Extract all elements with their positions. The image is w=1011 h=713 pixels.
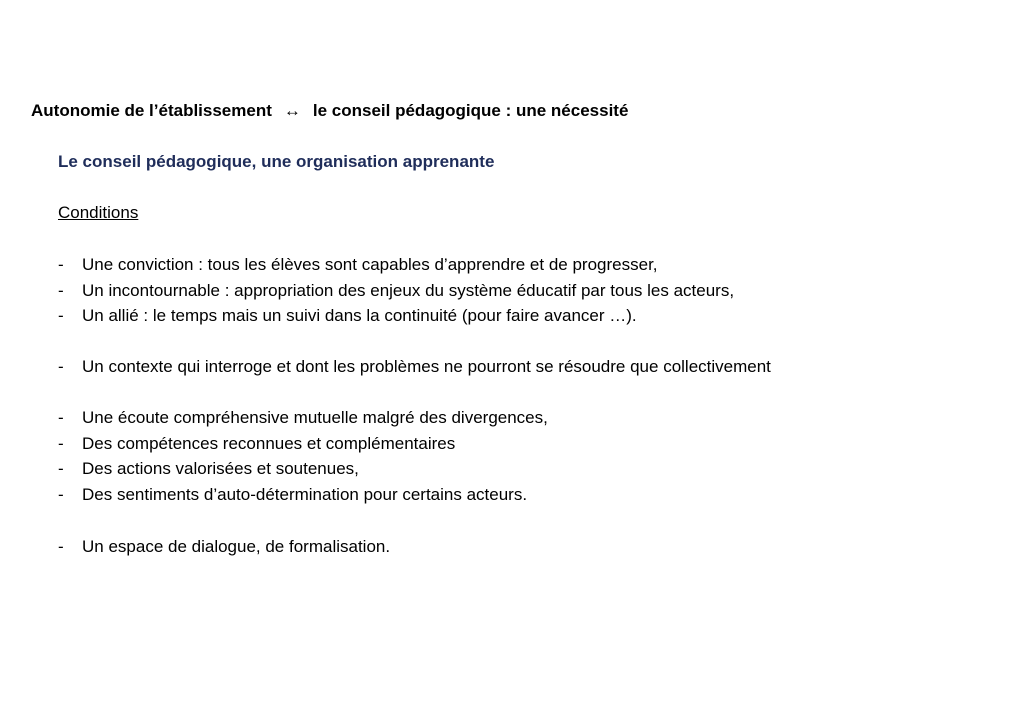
- bullet-dash: -: [58, 280, 64, 300]
- bullet-dash: -: [58, 357, 64, 376]
- list-item: [58, 303, 734, 329]
- bullet-dash: -: [58, 484, 64, 504]
- page-title: [31, 100, 628, 122]
- page-title-left: Autonomie de l’établissement: [31, 101, 272, 120]
- conditions-list-group-4: [58, 534, 390, 560]
- list-item-text: Un contexte qui interroge et dont les problèmes ne pourront se résoudre que collectivement: [82, 357, 771, 376]
- conditions-heading: Conditions: [58, 203, 139, 222]
- list-item-text: Des compétences reconnues et complémentaires: [82, 433, 456, 453]
- section-subtitle: Le conseil pédagogique, une organisation apprenante: [58, 152, 495, 171]
- bidirectional-arrow-icon: ↔: [283, 101, 301, 120]
- list-item-text: Un espace de dialogue, de formalisation.: [82, 537, 391, 556]
- list-item: [58, 431, 548, 457]
- list-item-text: Un incontournable : appropriation des enjeux du système éducatif par tous les acteurs,: [82, 280, 735, 300]
- list-item-text: Une conviction : tous les élèves sont capables d’apprendre et de progresser,: [82, 255, 658, 274]
- list-item: [58, 354, 771, 380]
- list-item: [58, 252, 734, 278]
- list-item-text: Des actions valorisées et soutenues,: [82, 459, 359, 479]
- list-item-text: Des sentiments d’auto-détermination pour certains acteurs.: [82, 484, 528, 504]
- list-item: [58, 534, 390, 560]
- conditions-list-group-3: [58, 405, 548, 507]
- list-item: [58, 456, 548, 482]
- list-item-text: Une écoute compréhensive mutuelle malgré des divergences,: [82, 408, 548, 427]
- conditions-list-group-2: [58, 354, 771, 380]
- page-title-right: le conseil pédagogique : une nécessité: [312, 101, 629, 120]
- conditions-list-group-1: [58, 252, 734, 329]
- list-item: [58, 278, 734, 304]
- bullet-dash: -: [58, 255, 64, 274]
- bullet-dash: -: [58, 306, 64, 326]
- bullet-dash: -: [58, 433, 64, 453]
- bullet-dash: -: [58, 537, 64, 556]
- list-item: [58, 482, 548, 508]
- bullet-dash: -: [58, 408, 64, 427]
- bullet-dash: -: [58, 459, 64, 479]
- list-item: [58, 405, 548, 431]
- list-item-text: Un allié : le temps mais un suivi dans la continuité (pour faire avancer …).: [82, 306, 637, 326]
